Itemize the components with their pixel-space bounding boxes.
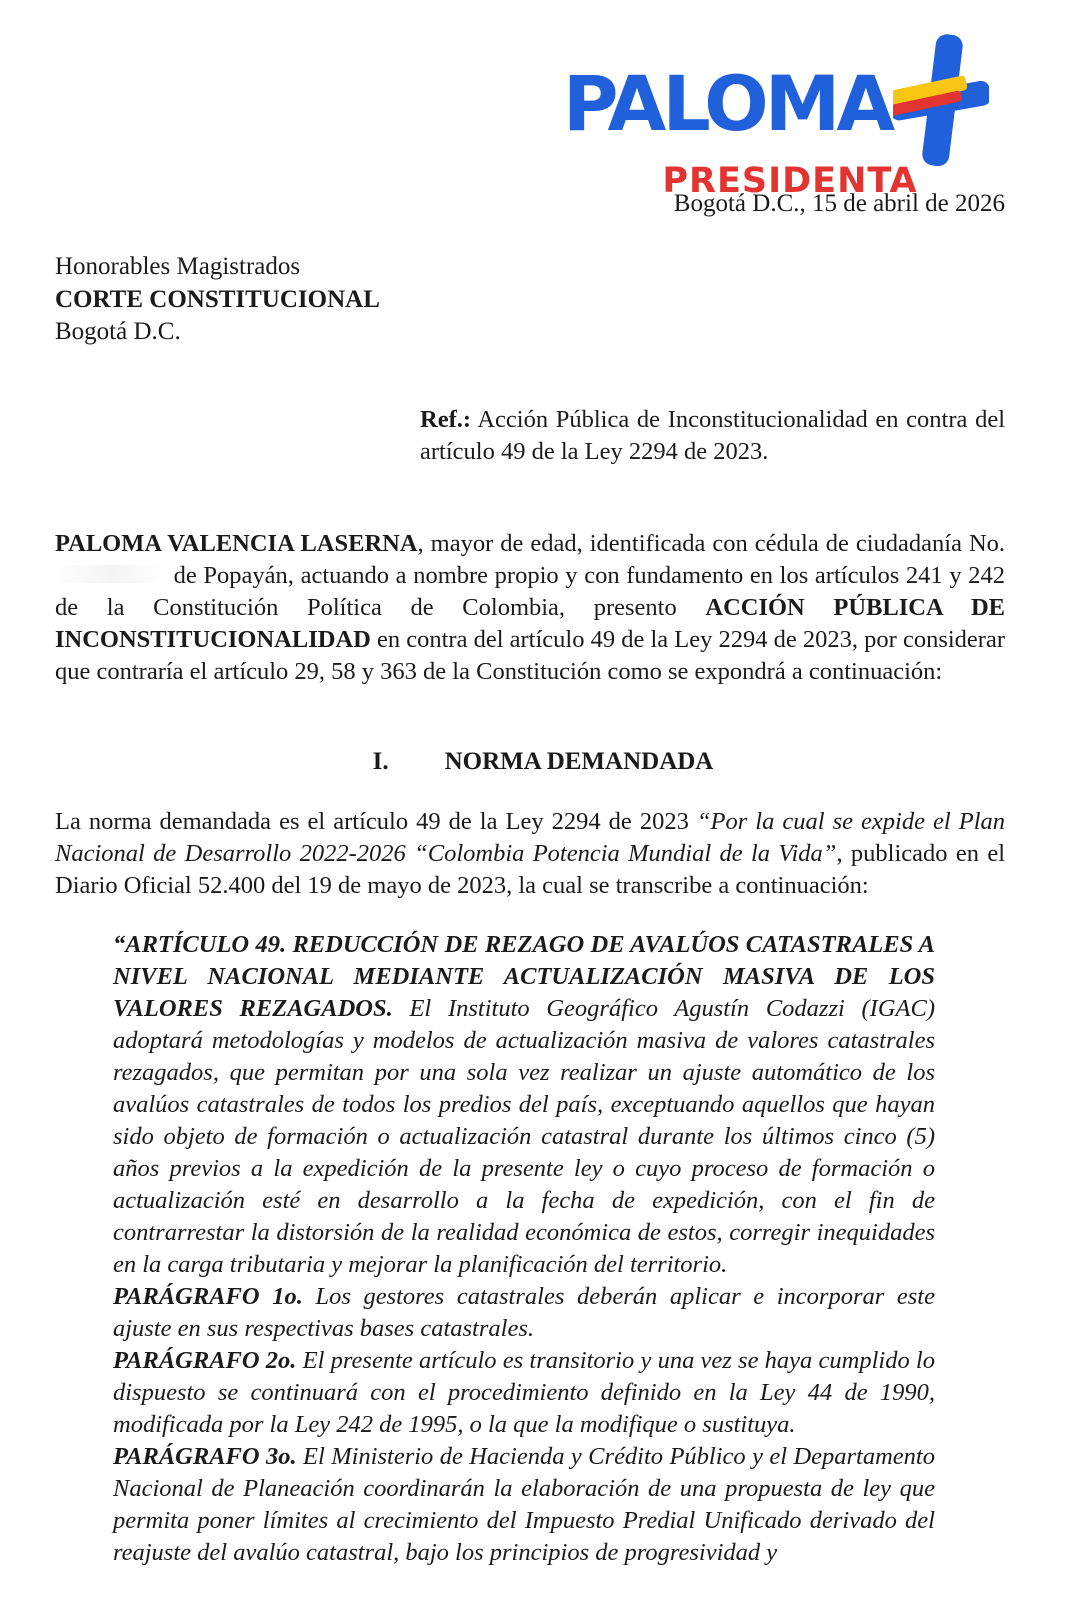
logo-wordmark: PALOMA xyxy=(562,59,892,148)
reference-label: Ref.: xyxy=(420,406,472,433)
norma-segment-1: La norma demandada es el artículo 49 de la Ley 2294 de 2023 xyxy=(55,808,697,835)
addressee-line-1: Honorables Magistrados xyxy=(55,253,301,280)
plus-flag-icon xyxy=(893,32,989,168)
quote-paragraph-3 xyxy=(113,1441,935,1569)
logo-subtitle: PRESIDENTA xyxy=(662,161,918,201)
addressee-line-2: CORTE CONSTITUCIONAL xyxy=(55,285,380,313)
quoted-norm-block xyxy=(113,929,935,1569)
intro-segment-2: de Popayán, actuando a nombre propio y con fundamento en los artículos 241 y 242 de la Constitución Política de Colombia, presento xyxy=(55,562,1005,621)
quote-article-heading: “ARTÍCULO 49. REDUCCIÓN DE REZAGO DE AVALÚOS CATASTRALES A NIVEL NACIONAL MEDIANTE ACTUALIZACIÓN MASIVA DE LOS VALORES REZAGADOS. xyxy=(113,931,935,1022)
paragrafo-2-label: PARÁGRAFO 2o. xyxy=(113,1347,297,1374)
section-numeral: I. xyxy=(372,748,389,775)
section-title: NORMA DEMANDADA xyxy=(444,748,714,775)
date-line: Bogotá D.C., 15 de abril de 2026 xyxy=(673,190,1005,217)
norma-segment-2: , publicado en el Diario Oficial 52.400 del 19 de mayo de 2023, la cual se transcribe a continuación: xyxy=(55,840,1005,899)
quote-article-text: El Instituto Geográfico Agustín Codazzi (IGAC) adoptará metodologías y modelos de actualización masiva de valores catastrales rezagados, que permitan por una sola vez realizar un ajuste automático de los avalúos catastrales de todos los predios del país, exceptuando aquellos que hayan sido objeto de formación o actualización catastral durante los últimos cinco (5) años previos a la expedición de la presente ley o cuyo proceso de formación o actualización esté en desarrollo a la fecha de expedición, con el fin de contrarrestar la distorsión de la realidad económica de estos, corregir inequidades en la carga tributaria y mejorar la planificación del territorio. xyxy=(113,995,935,1278)
reference-paragraph xyxy=(420,404,1005,468)
intro-segment-3: en contra del artículo 49 de la Ley 2294 de 2023, por considerar que contraría el artículo 29, 58 y 363 de la Constitución como se expondrá a continuación: xyxy=(55,626,1005,685)
paragrafo-3-text: El Ministerio de Hacienda y Crédito Público y el Departamento Nacional de Planeación coordinarán la elaboración de una propuesta de ley que permita poner límites al crecimiento del Impuesto Predial Unificado derivado del reajuste del avalúo catastral, bajo los principios de progresividad y xyxy=(113,1443,935,1566)
quote-paragraph-2 xyxy=(113,1345,935,1441)
paragrafo-1-label: PARÁGRAFO 1o. xyxy=(113,1283,303,1310)
action-name: ACCIÓN PÚBLICA DE INCONSTITUCIONALIDAD xyxy=(55,594,1005,653)
intro-paragraph xyxy=(55,528,1005,688)
section-heading xyxy=(0,746,1086,778)
redacted-id-number xyxy=(55,565,167,583)
norma-paragraph xyxy=(55,806,1005,902)
quote-paragraph-1 xyxy=(113,1281,935,1345)
logo-wordmark-row xyxy=(556,40,996,168)
law-title-italic: “Por la cual se expide el Plan Nacional de Desarrollo 2022-2026 “Colombia Potencia Mundial de la Vida” xyxy=(55,808,1006,867)
addressee-line-3: Bogotá D.C. xyxy=(55,318,181,345)
campaign-logo xyxy=(556,40,996,199)
paragrafo-3-label: PARÁGRAFO 3o. xyxy=(113,1443,297,1470)
intro-segment-1: , mayor de edad, identificada con cédula de ciudadanía No. xyxy=(417,530,1006,557)
quote-article-paragraph xyxy=(113,929,935,1281)
reference-text: Acción Pública de Inconstitucionalidad en contra del artículo 49 de la Ley 2294 de 2023. xyxy=(420,406,1005,465)
addressee-block xyxy=(55,251,380,349)
paragrafo-2-text: El presente artículo es transitorio y una vez se haya cumplido lo dispuesto se continuará con el procedimiento definido en la Ley 44 de 1990, modificada por la Ley 242 de 1995, o la que la modifique o sustituya. xyxy=(113,1347,935,1438)
plaintiff-name: PALOMA VALENCIA LASERNA xyxy=(55,530,418,557)
paragrafo-1-text: Los gestores catastrales deberán aplicar e incorporar este ajuste en sus respectivas bases catastrales. xyxy=(113,1283,935,1342)
